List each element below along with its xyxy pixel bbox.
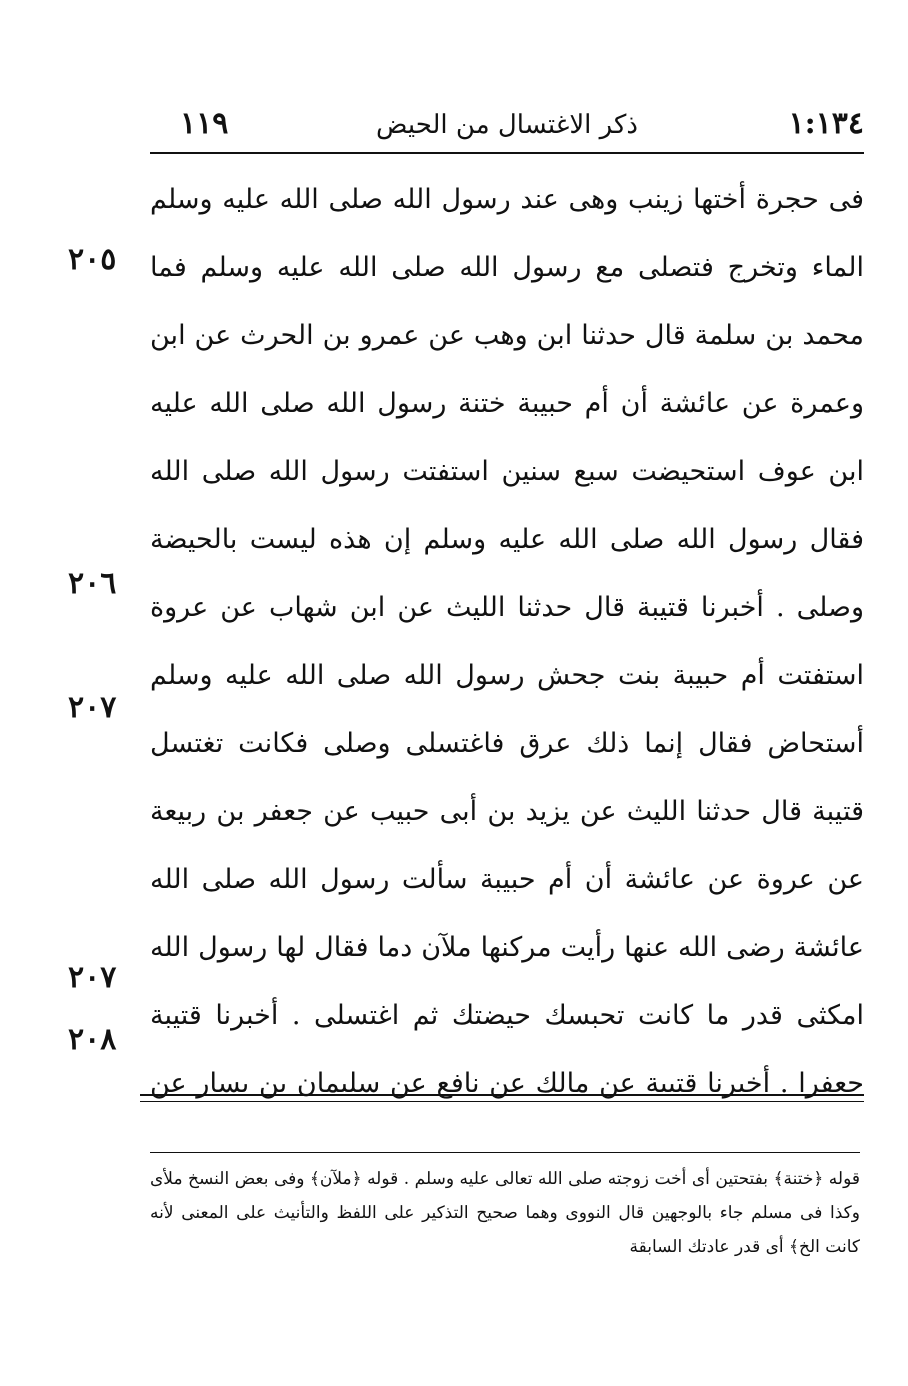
line-text: محمد بن سلمة قال حدثنا ابن وهب عن عمرو بن الحرث عن ابن — [150, 320, 864, 351]
text-end-rule — [140, 1094, 864, 1096]
line-text: امكثى قدر ما كانت تحبسك حيضتك ثم اغتسلى . أخبرنا قتيبة — [150, 1000, 864, 1031]
hadith-number: ٢٠٨ — [68, 1022, 117, 1057]
line-text: الماء وتخرج فتصلى مع رسول الله صلى الله عليه وسلم فما — [150, 252, 864, 283]
text-line — [150, 506, 864, 574]
text-line — [150, 302, 864, 370]
footnote-line: قوله ﴿ختنة﴾ بفتحتين أى أخت زوجته صلى الله تعالى عليه وسلم . قوله ﴿ملآن﴾ وفى بعض النسخ ملأى — [150, 1169, 860, 1189]
text-line — [150, 914, 864, 982]
line-text: فقال رسول الله صلى الله عليه وسلم إن هذه ليست بالحيضة — [150, 524, 864, 555]
hadith-number: ٢٠٦ — [68, 566, 117, 601]
line-text: عن عروة عن عائشة أن أم حبيبة سألت رسول الله صلى الله — [150, 864, 864, 895]
page-number: ١١٩ — [180, 106, 229, 141]
text-line — [150, 574, 864, 642]
line-text: عائشة رضى الله عنها رأيت مركنها ملآن دما فقال لها رسول الله — [150, 932, 864, 963]
text-line — [150, 710, 864, 778]
main-text — [150, 166, 864, 1118]
text-line — [150, 1050, 864, 1118]
text-line — [150, 438, 864, 506]
text-line — [150, 642, 864, 710]
line-text: استفتت أم حبيبة بنت جحش رسول الله صلى الله عليه وسلم — [150, 660, 864, 691]
text-line — [150, 846, 864, 914]
footnotes — [150, 1162, 860, 1264]
footnote-line: كانت الخ﴾ أى قدر عادتك السابقة — [629, 1237, 860, 1257]
text-line — [150, 778, 864, 846]
text-line — [150, 370, 864, 438]
line-text: قتيبة قال حدثنا الليث عن يزيد بن أبى حبيب عن جعفر بن ربيعة — [150, 796, 864, 827]
hadith-reference: ١:١٣٤ — [788, 106, 864, 141]
text-line — [150, 982, 864, 1050]
running-header — [150, 106, 864, 150]
chapter-title: ذكر الاغتسال من الحيض — [376, 110, 638, 140]
text-line — [150, 234, 864, 302]
hadith-number: ٢٠٥ — [68, 242, 117, 277]
footnote-line: وكذا فى مسلم جاء بالوجهين قال النووى وهما صحيح التذكير على اللفظ والتأنيث على المعنى لأنه — [150, 1203, 860, 1223]
header-divider — [150, 152, 864, 154]
line-text: أستحاض فقال إنما ذلك عرق فاغتسلى وصلى فكانت تغتسل — [150, 728, 864, 759]
text-end-rule — [140, 1101, 864, 1102]
line-text: وصلى . أخبرنا قتيبة قال حدثنا الليث عن ابن شهاب عن عروة — [150, 592, 864, 623]
hadith-number: ٢٠٧ — [68, 690, 117, 725]
line-text: جعفرا . أخبرنا قتيبة عن مالك عن نافع عن سليمان بن يسار عن — [150, 1068, 864, 1099]
footnote-divider — [150, 1152, 860, 1153]
line-text: وعمرة عن عائشة أن أم حبيبة ختنة رسول الله صلى الله عليه — [150, 388, 864, 419]
text-line — [150, 166, 864, 234]
hadith-number: ٢٠٧ — [68, 960, 117, 995]
line-text: فى حجرة أختها زينب وهى عند رسول الله صلى الله عليه وسلم — [150, 184, 864, 215]
line-text: ابن عوف استحيضت سبع سنين استفتت رسول الله صلى الله — [150, 456, 864, 487]
